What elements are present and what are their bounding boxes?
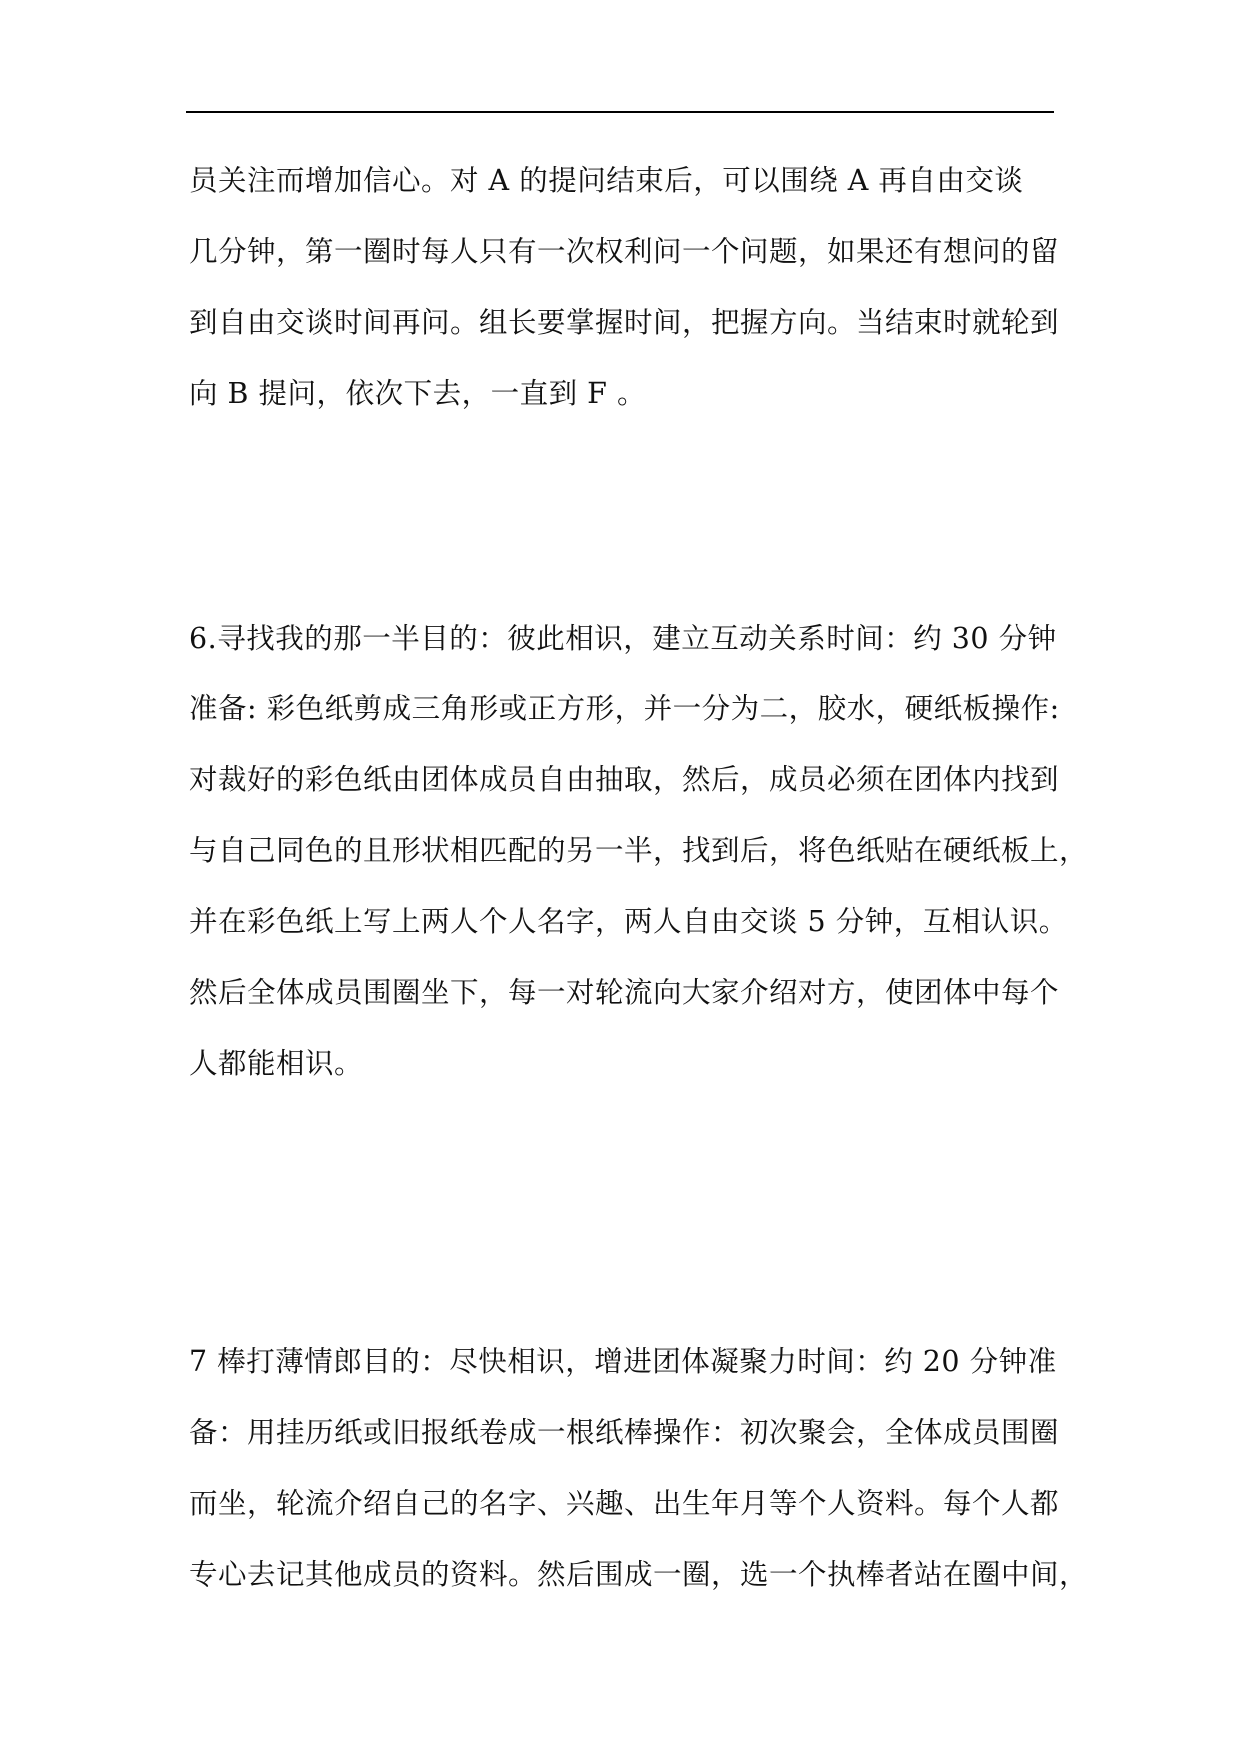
text-line: 专心去记其他成员的资料。然后围成一圈，选一个执棒者站在圈中间， <box>189 1558 1089 1591</box>
text-line: 向 B 提问，依次下去，一直到 F 。 <box>189 377 646 410</box>
text-line: 几分钟，第一圈时每人只有一次权利问一个问题，如果还有想问的留 <box>189 235 1060 268</box>
text-line: 员关注而增加信心。对 A 的提问结束后，可以围绕 A 再自由交谈 <box>189 164 1024 197</box>
text-line: 与自己同色的且形状相匹配的另一半，找到后，将色纸贴在硬纸板上， <box>189 834 1089 867</box>
text-line: 而坐，轮流介绍自己的名字、兴趣、出生年月等个人资料。每个人都 <box>189 1487 1060 1520</box>
text-line: 6.寻找我的那一半目的：彼此相识，建立互动关系时间：约 30 分钟 <box>189 622 1057 655</box>
text-line: 准备: 彩色纸剪成三角形或正方形，并一分为二，胶水，硬纸板操作: <box>189 692 1060 725</box>
text-line: 对裁好的彩色纸由团体成员自由抽取，然后，成员必须在团体内找到 <box>189 763 1060 796</box>
text-line: 并在彩色纸上写上两人个人名字，两人自由交谈 5 分钟，互相认识。 <box>189 905 1068 938</box>
text-line: 备：用挂历纸或旧报纸卷成一根纸棒操作：初次聚会，全体成员围圈 <box>189 1416 1060 1449</box>
header-rule <box>186 111 1054 113</box>
text-line: 人都能相识。 <box>189 1047 364 1080</box>
text-line: 然后全体成员围圈坐下，每一对轮流向大家介绍对方，使团体中每个 <box>189 976 1060 1009</box>
text-line: 到自由交谈时间再问。组长要掌握时间，把握方向。当结束时就轮到 <box>189 306 1060 339</box>
text-line: 7 棒打薄情郎目的：尽快相识，增进团体凝聚力时间：约 20 分钟准 <box>189 1345 1057 1378</box>
